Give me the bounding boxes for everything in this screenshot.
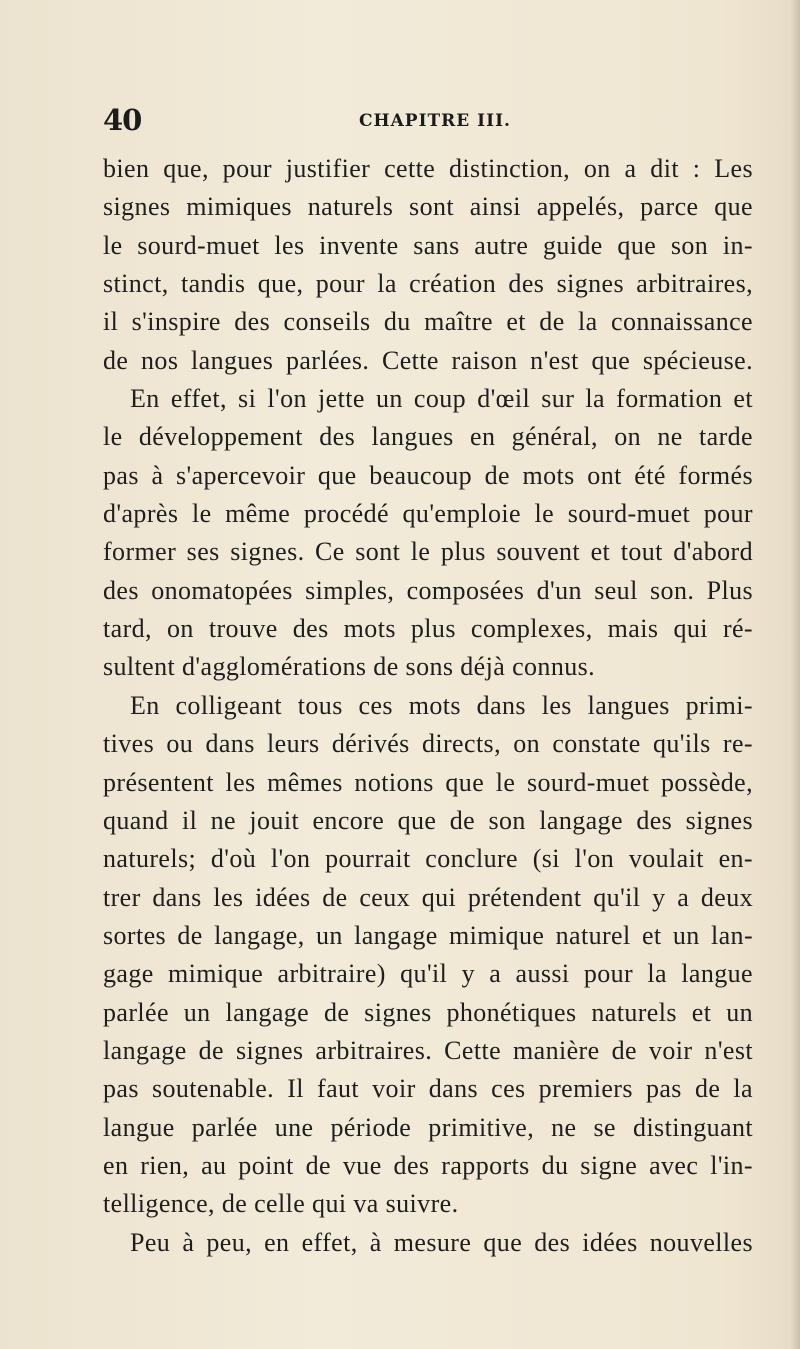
text-line: signes mimiques naturels sont ainsi appelés, parce que	[103, 192, 753, 222]
running-title: CHAPITRE III.	[359, 111, 511, 131]
text-line: langue parlée une période primitive, ne se distinguant	[103, 1112, 753, 1142]
text-line: des onomatopées simples, composées d'un seul son. Plus	[103, 575, 753, 605]
text-line: telligence, de celle qui va suivre.	[103, 1189, 459, 1219]
text-line: pas à s'apercevoir que beaucoup de mots ont été formés	[103, 460, 753, 490]
page-header	[103, 103, 753, 143]
text-line: sortes de langage, un langage mimique naturel et un lan-	[103, 920, 753, 950]
text-line: parlée un langage de signes phonétiques naturels et un	[103, 997, 753, 1027]
text-line: Peu à peu, en effet, à mesure que des idées nouvelles	[130, 1227, 753, 1257]
text-line: de nos langues parlées. Cette raison n'est que spécieuse.	[103, 345, 753, 375]
text-line: présentent les mêmes notions que le sourd-muet possède,	[103, 767, 753, 797]
body-text	[103, 150, 753, 1262]
text-line: gage mimique arbitraire) qu'il y a aussi pour la langue	[103, 959, 753, 989]
page-edge-shadow	[790, 0, 800, 1349]
page-number: 40	[103, 103, 142, 137]
text-line: bien que, pour justifier cette distinction, on a dit : Les	[103, 154, 753, 183]
text-line: En effet, si l'on jette un coup d'œil sur la formation et	[130, 384, 753, 414]
text-line: d'après le même procédé qu'emploie le sourd-muet pour	[103, 499, 753, 529]
text-line: il s'inspire des conseils du maître et de la connaissance	[103, 307, 753, 337]
text-line: tives ou dans leurs dérivés directs, on constate qu'ils re-	[103, 729, 753, 759]
text-line: sultent d'agglomérations de sons déjà connus.	[103, 652, 596, 682]
text-line: naturels; d'où l'on pourrait conclure (si l'on voulait en-	[103, 844, 753, 874]
text-line: trer dans les idées de ceux qui prétendent qu'il y a deux	[103, 882, 753, 912]
text-line: le développement des langues en général, on ne tarde	[103, 422, 753, 452]
text-line: langage de signes arbitraires. Cette manière de voir n'est	[103, 1035, 753, 1065]
text-line: stinct, tandis que, pour la création des signes arbitraires,	[103, 269, 753, 299]
text-line: pas soutenable. Il faut voir dans ces premiers pas de la	[103, 1074, 753, 1104]
text-line: En colligeant tous ces mots dans les langues primi-	[130, 690, 753, 720]
text-line: le sourd-muet les invente sans autre guide que son in-	[103, 230, 753, 260]
text-line: en rien, au point de vue des rapports du signe avec l'in-	[103, 1150, 753, 1180]
text-line: tard, on trouve des mots plus complexes, mais qui ré-	[103, 614, 753, 644]
text-line: former ses signes. Ce sont le plus souvent et tout d'abord	[103, 537, 753, 567]
text-line: quand il ne jouit encore que de son langage des signes	[103, 805, 753, 835]
